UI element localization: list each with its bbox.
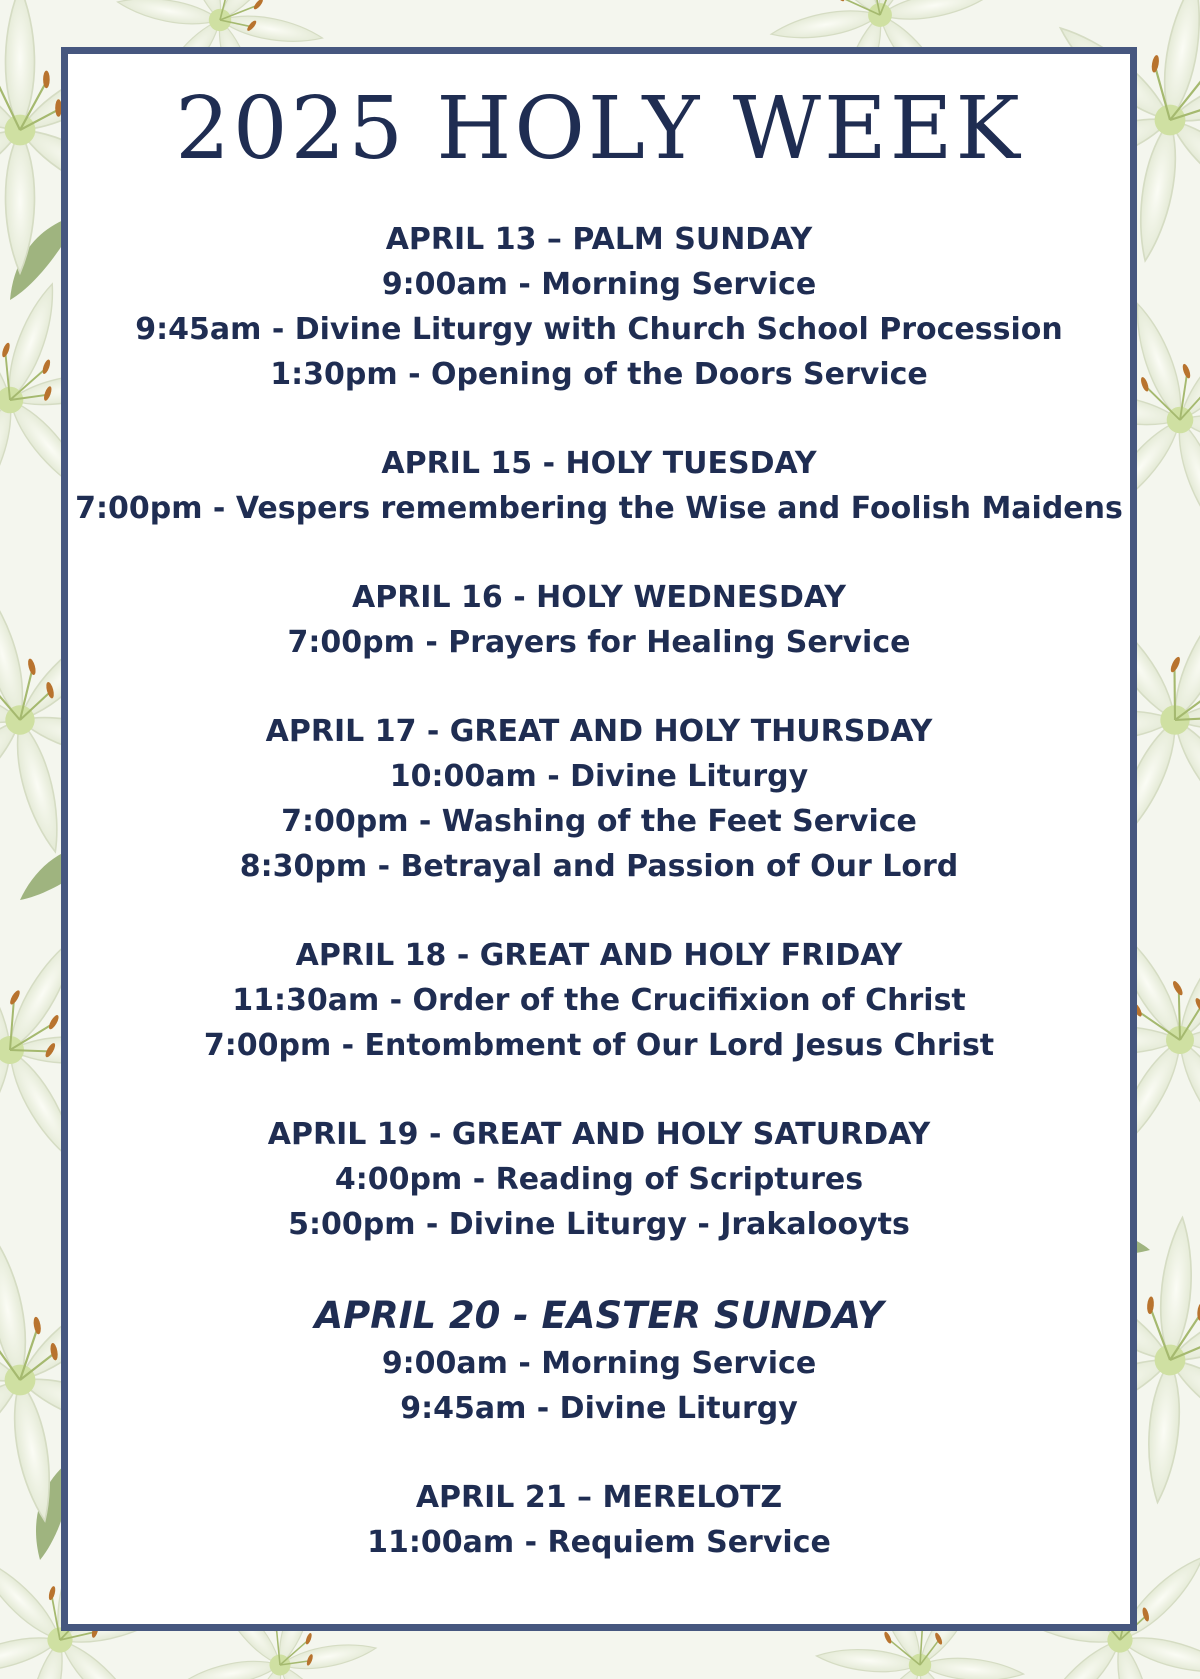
schedule-day (68, 933, 1130, 1068)
day-heading: APRIL 16 - HOLY WEDNESDAY (351, 579, 846, 615)
schedule-day (68, 217, 1130, 397)
schedule-day (68, 1291, 1130, 1431)
schedule-day (68, 1475, 1130, 1565)
service-item: 8:30pm - Betrayal and Passion of Our Lord (239, 848, 959, 884)
schedule-day (68, 1112, 1130, 1247)
service-item: 9:45am - Divine Liturgy with Church School Procession (135, 311, 1063, 347)
service-item: 9:00am - Morning Service (381, 266, 817, 302)
service-item: 9:00am - Morning Service (381, 1345, 817, 1381)
service-item: 10:00am - Divine Liturgy (389, 758, 809, 794)
schedule-day (68, 709, 1130, 889)
schedule-list (68, 217, 1130, 1565)
service-item: 5:00pm - Divine Liturgy - Jrakalooyts (288, 1206, 910, 1242)
day-heading: APRIL 21 – MERELOTZ (415, 1479, 783, 1515)
day-heading: APRIL 20 - EASTER SUNDAY (314, 1293, 884, 1337)
service-item: 11:00am - Requiem Service (367, 1524, 831, 1560)
day-heading: APRIL 17 - GREAT AND HOLY THURSDAY (265, 713, 933, 749)
service-item: 11:30am - Order of the Crucifixion of Christ (232, 982, 966, 1018)
day-heading: APRIL 15 - HOLY TUESDAY (381, 445, 817, 481)
schedule-card (61, 47, 1137, 1631)
service-item: 7:00pm - Prayers for Healing Service (287, 624, 911, 660)
day-heading: APRIL 19 - GREAT AND HOLY SATURDAY (267, 1116, 931, 1152)
service-item: 7:00pm - Vespers remembering the Wise and Foolish Maidens (75, 490, 1123, 526)
schedule-day (68, 575, 1130, 665)
day-heading: APRIL 13 – PALM SUNDAY (385, 221, 813, 257)
day-heading: APRIL 18 - GREAT AND HOLY FRIDAY (295, 937, 903, 973)
service-item: 9:45am - Divine Liturgy (400, 1390, 798, 1426)
service-item: 7:00pm - Entombment of Our Lord Jesus Christ (203, 1027, 995, 1063)
schedule-day (68, 441, 1130, 531)
service-item: 4:00pm - Reading of Scriptures (334, 1161, 864, 1197)
service-item: 7:00pm - Washing of the Feet Service (281, 803, 917, 839)
service-item: 1:30pm - Opening of the Doors Service (270, 356, 928, 392)
page-title: 2025 HOLY WEEK (175, 79, 1023, 179)
